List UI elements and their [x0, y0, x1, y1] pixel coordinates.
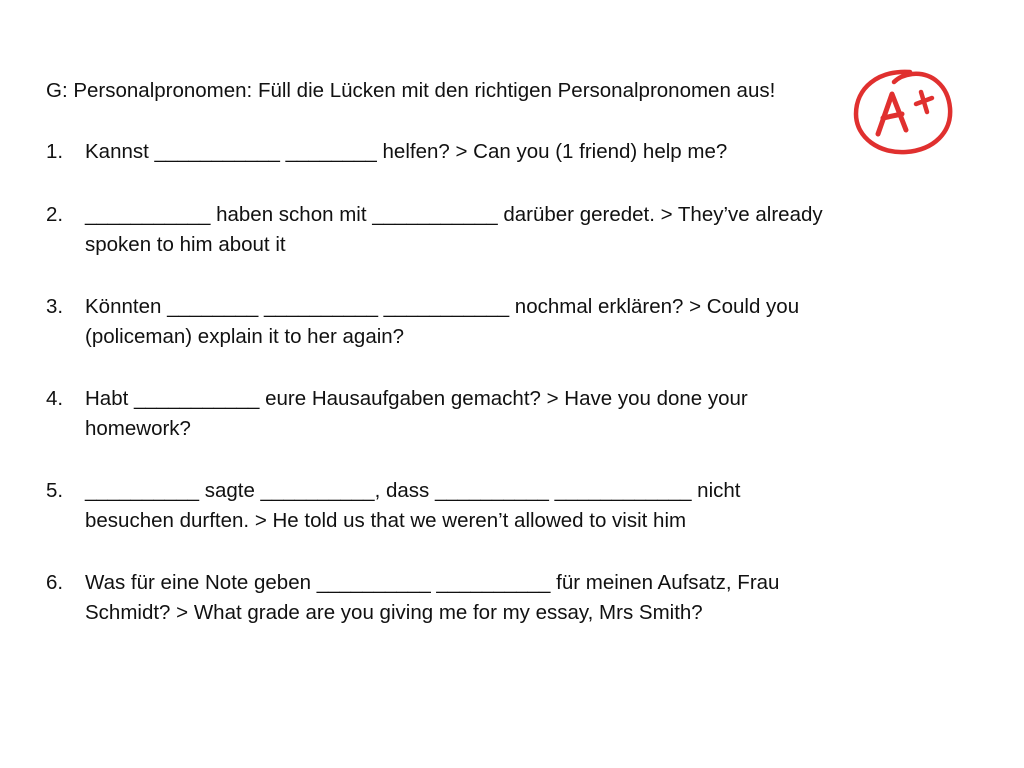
item-text: [85, 476, 945, 536]
item-line: Kannst ___________ ________ helfen? > Can you (1 friend) help me?: [85, 140, 728, 163]
item-text: [85, 568, 945, 628]
exercise-item-3: [46, 292, 946, 352]
worksheet-title: G: Personalpronomen: Füll die Lücken mit den richtigen Personalpronomen aus!: [46, 79, 776, 102]
item-line: homework?: [85, 417, 191, 440]
exercise-item-1: [46, 137, 946, 167]
item-line: (policeman) explain it to her again?: [85, 325, 405, 348]
item-number: 2.: [46, 203, 64, 226]
item-text: [85, 137, 945, 167]
exercise-item-4: [46, 384, 946, 444]
exercise-item-6: [46, 568, 946, 628]
item-line: besuchen durften. > He told us that we weren’t allowed to visit him: [85, 509, 687, 532]
item-number: 5.: [46, 479, 64, 502]
item-line: spoken to him about it: [85, 233, 286, 256]
item-line: Schmidt? > What grade are you giving me for my essay, Mrs Smith?: [85, 601, 703, 624]
item-line: Könnten ________ __________ ___________ nochmal erklären? > Could you: [85, 295, 800, 318]
item-number: 3.: [46, 295, 64, 318]
item-line: Was für eine Note geben __________ __________ für meinen Aufsatz, Frau: [85, 571, 780, 594]
item-text: [85, 200, 945, 260]
item-line: ___________ haben schon mit ___________ darüber geredet. > They’ve already: [85, 203, 823, 226]
item-text: [85, 292, 945, 352]
item-text: [85, 384, 945, 444]
exercise-item-2: [46, 200, 946, 260]
item-line: Habt ___________ eure Hausaufgaben gemacht? > Have you done your: [85, 387, 748, 410]
item-number: 6.: [46, 571, 64, 594]
exercise-item-5: [46, 476, 946, 536]
item-number: 4.: [46, 387, 64, 410]
item-line: __________ sagte __________, dass __________ ____________ nicht: [85, 479, 741, 502]
item-number: 1.: [46, 140, 64, 163]
